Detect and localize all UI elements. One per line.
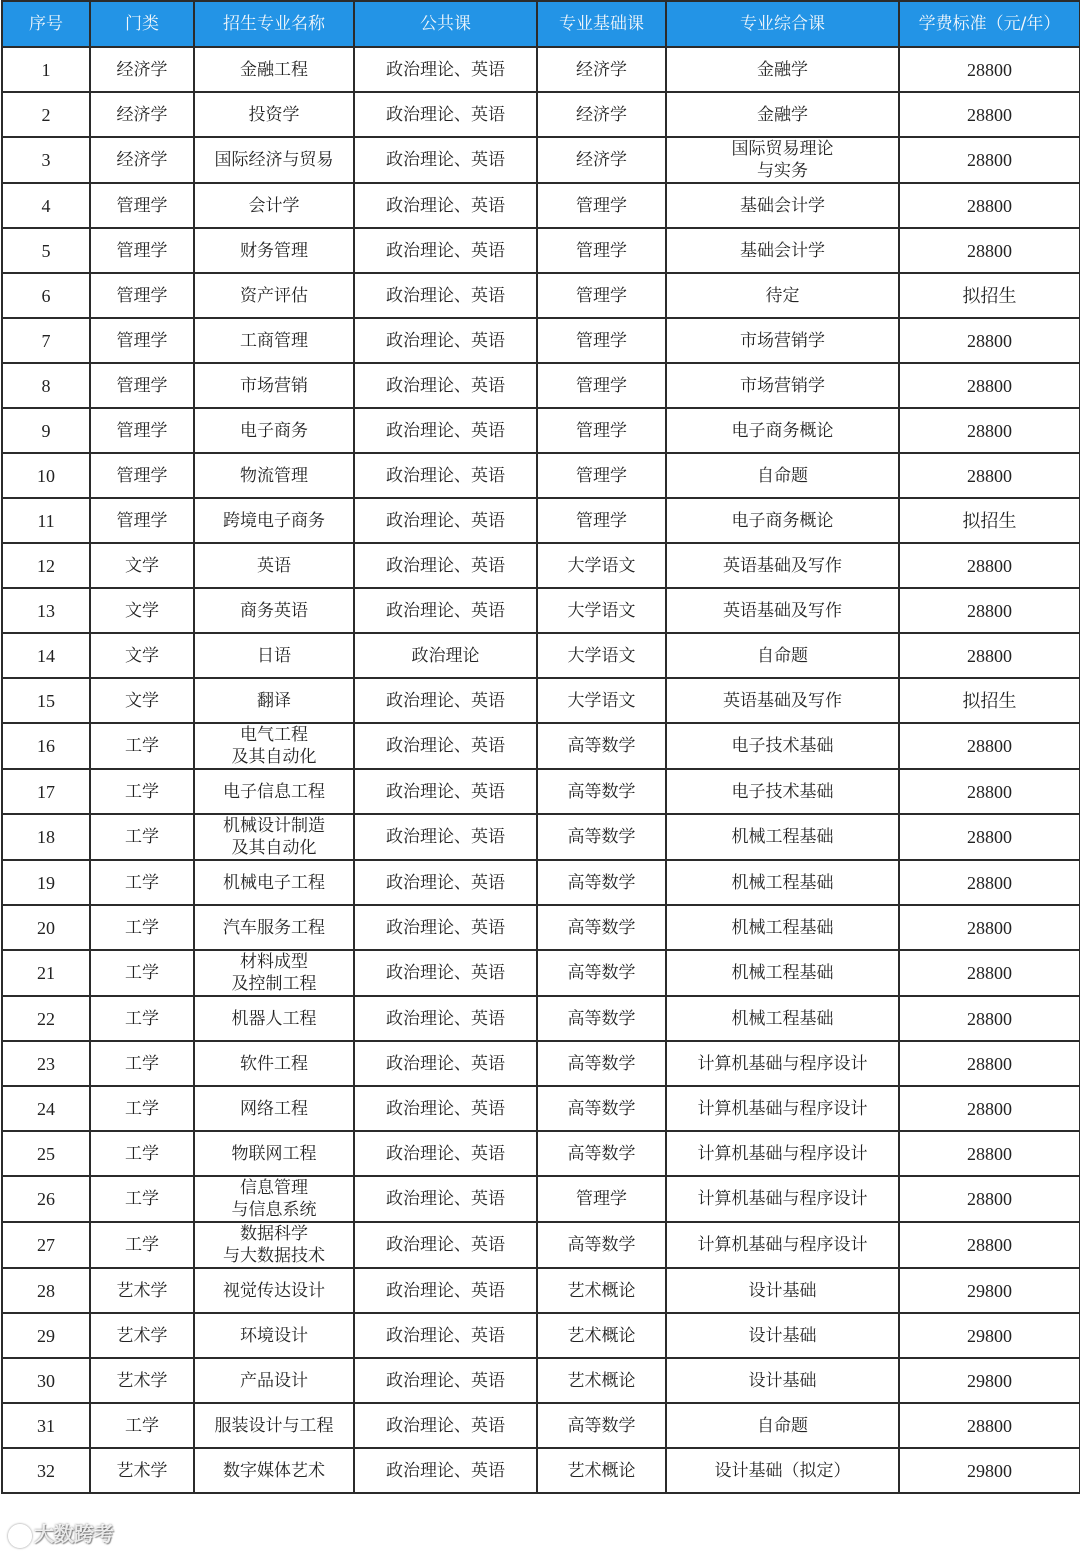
cell-index: 19 — [2, 860, 90, 905]
cell-major-name: 视觉传达设计 — [194, 1268, 354, 1313]
cell-comprehensive-course: 英语基础及写作 — [666, 543, 899, 588]
cell-comprehensive-course: 电子商务概论 — [666, 408, 899, 453]
cell-major-name: 市场营销 — [194, 363, 354, 408]
cell-major-name: 环境设计 — [194, 1313, 354, 1358]
header-major-name: 招生专业名称 — [194, 1, 354, 47]
cell-tuition: 28800 — [899, 950, 1080, 996]
cell-major-name: 跨境电子商务 — [194, 498, 354, 543]
cell-tuition: 28800 — [899, 408, 1080, 453]
cell-public-course: 政治理论、英语 — [354, 92, 537, 137]
cell-category: 文学 — [90, 543, 194, 588]
table-row — [2, 1041, 1080, 1086]
table-row — [2, 860, 1080, 905]
cell-index: 16 — [2, 723, 90, 769]
cell-index: 1 — [2, 47, 90, 92]
cell-category: 管理学 — [90, 273, 194, 318]
cell-basic-course: 高等数学 — [537, 1041, 666, 1086]
cell-category: 经济学 — [90, 92, 194, 137]
cell-basic-course: 高等数学 — [537, 814, 666, 860]
cell-category: 工学 — [90, 814, 194, 860]
cell-category: 管理学 — [90, 498, 194, 543]
cell-index: 23 — [2, 1041, 90, 1086]
cell-comprehensive-course: 基础会计学 — [666, 183, 899, 228]
cell-major-name: 软件工程 — [194, 1041, 354, 1086]
cell-category: 工学 — [90, 1041, 194, 1086]
cell-comprehensive-course: 市场营销学 — [666, 363, 899, 408]
cell-public-course: 政治理论、英语 — [354, 588, 537, 633]
table-row — [2, 453, 1080, 498]
cell-comprehensive-course: 金融学 — [666, 92, 899, 137]
cell-public-course: 政治理论、英语 — [354, 47, 537, 92]
cell-basic-course: 艺术概论 — [537, 1358, 666, 1403]
table-row — [2, 228, 1080, 273]
cell-tuition: 28800 — [899, 1041, 1080, 1086]
cell-public-course: 政治理论、英语 — [354, 1358, 537, 1403]
table-row — [2, 363, 1080, 408]
cell-index: 30 — [2, 1358, 90, 1403]
table-row — [2, 1448, 1080, 1493]
cell-major-name: 英语 — [194, 543, 354, 588]
cell-comprehensive-course: 基础会计学 — [666, 228, 899, 273]
cell-index: 17 — [2, 769, 90, 814]
cell-basic-course: 高等数学 — [537, 860, 666, 905]
cell-basic-course: 高等数学 — [537, 1086, 666, 1131]
cell-tuition: 28800 — [899, 1403, 1080, 1448]
cell-category: 经济学 — [90, 47, 194, 92]
cell-comprehensive-course: 电子技术基础 — [666, 769, 899, 814]
cell-tuition: 28800 — [899, 723, 1080, 769]
cell-basic-course: 管理学 — [537, 1176, 666, 1222]
table-row — [2, 1358, 1080, 1403]
cell-category: 工学 — [90, 1403, 194, 1448]
cell-major-name: 物联网工程 — [194, 1131, 354, 1176]
cell-category: 管理学 — [90, 318, 194, 363]
cell-public-course: 政治理论、英语 — [354, 453, 537, 498]
table-row — [2, 633, 1080, 678]
cell-major-name: 电气工程 及其自动化 — [194, 723, 354, 769]
cell-basic-course: 高等数学 — [537, 1403, 666, 1448]
cell-comprehensive-course: 设计基础 — [666, 1358, 899, 1403]
cell-tuition: 28800 — [899, 183, 1080, 228]
cell-major-name: 网络工程 — [194, 1086, 354, 1131]
cell-comprehensive-course: 机械工程基础 — [666, 996, 899, 1041]
cell-major-name: 日语 — [194, 633, 354, 678]
watermark-logo-icon — [8, 1524, 32, 1548]
cell-index: 28 — [2, 1268, 90, 1313]
cell-basic-course: 高等数学 — [537, 723, 666, 769]
cell-category: 管理学 — [90, 228, 194, 273]
cell-major-name: 工商管理 — [194, 318, 354, 363]
table-row — [2, 318, 1080, 363]
header-comprehensive-course: 专业综合课 — [666, 1, 899, 47]
cell-comprehensive-course: 计算机基础与程序设计 — [666, 1131, 899, 1176]
cell-comprehensive-course: 英语基础及写作 — [666, 678, 899, 723]
cell-tuition: 28800 — [899, 1086, 1080, 1131]
table-row — [2, 92, 1080, 137]
cell-category: 工学 — [90, 1131, 194, 1176]
cell-public-course: 政治理论、英语 — [354, 814, 537, 860]
cell-category: 管理学 — [90, 408, 194, 453]
cell-index: 26 — [2, 1176, 90, 1222]
cell-comprehensive-course: 计算机基础与程序设计 — [666, 1222, 899, 1268]
cell-comprehensive-course: 待定 — [666, 273, 899, 318]
cell-category: 工学 — [90, 905, 194, 950]
cell-comprehensive-course: 机械工程基础 — [666, 905, 899, 950]
cell-tuition: 28800 — [899, 1131, 1080, 1176]
cell-major-name: 机械设计制造 及其自动化 — [194, 814, 354, 860]
watermark — [8, 1518, 114, 1548]
cell-major-name: 商务英语 — [194, 588, 354, 633]
cell-index: 24 — [2, 1086, 90, 1131]
cell-major-name: 机械电子工程 — [194, 860, 354, 905]
cell-tuition: 29800 — [899, 1313, 1080, 1358]
cell-basic-course: 管理学 — [537, 318, 666, 363]
cell-public-course: 政治理论、英语 — [354, 1268, 537, 1313]
cell-tuition: 28800 — [899, 453, 1080, 498]
cell-public-course: 政治理论、英语 — [354, 996, 537, 1041]
cell-basic-course: 经济学 — [537, 92, 666, 137]
cell-comprehensive-course: 电子技术基础 — [666, 723, 899, 769]
cell-comprehensive-course: 机械工程基础 — [666, 950, 899, 996]
table-body — [2, 47, 1080, 1493]
cell-basic-course: 管理学 — [537, 498, 666, 543]
cell-tuition: 28800 — [899, 363, 1080, 408]
cell-major-name: 投资学 — [194, 92, 354, 137]
cell-category: 文学 — [90, 678, 194, 723]
cell-public-course: 政治理论、英语 — [354, 950, 537, 996]
cell-basic-course: 艺术概论 — [537, 1448, 666, 1493]
cell-major-name: 汽车服务工程 — [194, 905, 354, 950]
cell-basic-course: 管理学 — [537, 363, 666, 408]
cell-public-course: 政治理论、英语 — [354, 408, 537, 453]
cell-basic-course: 管理学 — [537, 408, 666, 453]
cell-category: 工学 — [90, 860, 194, 905]
cell-comprehensive-course: 市场营销学 — [666, 318, 899, 363]
cell-major-name: 电子商务 — [194, 408, 354, 453]
table-row — [2, 47, 1080, 92]
cell-comprehensive-course: 电子商务概论 — [666, 498, 899, 543]
cell-public-course: 政治理论、英语 — [354, 273, 537, 318]
cell-index: 20 — [2, 905, 90, 950]
cell-major-name: 会计学 — [194, 183, 354, 228]
cell-basic-course: 大学语文 — [537, 633, 666, 678]
cell-category: 艺术学 — [90, 1313, 194, 1358]
table-row — [2, 723, 1080, 769]
cell-comprehensive-course: 自命题 — [666, 453, 899, 498]
table-row — [2, 950, 1080, 996]
cell-basic-course: 高等数学 — [537, 769, 666, 814]
cell-index: 31 — [2, 1403, 90, 1448]
cell-tuition: 28800 — [899, 318, 1080, 363]
cell-public-course: 政治理论、英语 — [354, 1086, 537, 1131]
cell-tuition: 29800 — [899, 1358, 1080, 1403]
cell-basic-course: 经济学 — [537, 47, 666, 92]
cell-comprehensive-course: 自命题 — [666, 633, 899, 678]
cell-index: 15 — [2, 678, 90, 723]
table-row — [2, 769, 1080, 814]
cell-comprehensive-course: 计算机基础与程序设计 — [666, 1176, 899, 1222]
cell-index: 18 — [2, 814, 90, 860]
cell-public-course: 政治理论、英语 — [354, 228, 537, 273]
cell-category: 管理学 — [90, 183, 194, 228]
cell-tuition: 28800 — [899, 814, 1080, 860]
cell-category: 艺术学 — [90, 1268, 194, 1313]
cell-category: 艺术学 — [90, 1448, 194, 1493]
cell-index: 5 — [2, 228, 90, 273]
cell-basic-course: 高等数学 — [537, 1222, 666, 1268]
table-row — [2, 1176, 1080, 1222]
cell-major-name: 数据科学 与大数据技术 — [194, 1222, 354, 1268]
cell-public-course: 政治理论、英语 — [354, 543, 537, 588]
cell-category: 工学 — [90, 723, 194, 769]
cell-public-course: 政治理论、英语 — [354, 318, 537, 363]
cell-index: 32 — [2, 1448, 90, 1493]
table-row — [2, 408, 1080, 453]
cell-basic-course: 高等数学 — [537, 996, 666, 1041]
header-index: 序号 — [2, 1, 90, 47]
cell-tuition: 28800 — [899, 996, 1080, 1041]
cell-index: 13 — [2, 588, 90, 633]
cell-public-course: 政治理论、英语 — [354, 1222, 537, 1268]
cell-major-name: 国际经济与贸易 — [194, 137, 354, 183]
cell-index: 10 — [2, 453, 90, 498]
cell-tuition: 29800 — [899, 1448, 1080, 1493]
header-basic-course: 专业基础课 — [537, 1, 666, 47]
cell-tuition: 28800 — [899, 47, 1080, 92]
cell-category: 经济学 — [90, 137, 194, 183]
cell-tuition: 28800 — [899, 905, 1080, 950]
table-row — [2, 273, 1080, 318]
table-row — [2, 1086, 1080, 1131]
cell-category: 工学 — [90, 769, 194, 814]
cell-category: 工学 — [90, 950, 194, 996]
cell-comprehensive-course: 金融学 — [666, 47, 899, 92]
cell-basic-course: 管理学 — [537, 273, 666, 318]
cell-index: 6 — [2, 273, 90, 318]
cell-index: 11 — [2, 498, 90, 543]
cell-index: 27 — [2, 1222, 90, 1268]
cell-category: 艺术学 — [90, 1358, 194, 1403]
cell-index: 21 — [2, 950, 90, 996]
cell-tuition: 28800 — [899, 92, 1080, 137]
cell-category: 文学 — [90, 633, 194, 678]
table-row — [2, 543, 1080, 588]
cell-index: 2 — [2, 92, 90, 137]
cell-major-name: 材料成型 及控制工程 — [194, 950, 354, 996]
cell-basic-course: 高等数学 — [537, 905, 666, 950]
header-tuition: 学费标准（元/年） — [899, 1, 1080, 47]
header-public-course: 公共课 — [354, 1, 537, 47]
cell-tuition: 拟招生 — [899, 678, 1080, 723]
cell-comprehensive-course: 国际贸易理论 与实务 — [666, 137, 899, 183]
cell-basic-course: 大学语文 — [537, 543, 666, 588]
cell-basic-course: 高等数学 — [537, 1131, 666, 1176]
cell-index: 8 — [2, 363, 90, 408]
cell-tuition: 28800 — [899, 543, 1080, 588]
cell-basic-course: 大学语文 — [537, 678, 666, 723]
cell-comprehensive-course: 设计基础 — [666, 1268, 899, 1313]
cell-tuition: 28800 — [899, 633, 1080, 678]
table-row — [2, 1403, 1080, 1448]
cell-basic-course: 大学语文 — [537, 588, 666, 633]
cell-category: 工学 — [90, 996, 194, 1041]
cell-public-course: 政治理论、英语 — [354, 137, 537, 183]
table-row — [2, 996, 1080, 1041]
cell-comprehensive-course: 计算机基础与程序设计 — [666, 1041, 899, 1086]
cell-comprehensive-course: 机械工程基础 — [666, 860, 899, 905]
cell-index: 22 — [2, 996, 90, 1041]
cell-public-course: 政治理论、英语 — [354, 769, 537, 814]
table-row — [2, 905, 1080, 950]
cell-major-name: 信息管理 与信息系统 — [194, 1176, 354, 1222]
cell-index: 4 — [2, 183, 90, 228]
cell-comprehensive-course: 英语基础及写作 — [666, 588, 899, 633]
table-row — [2, 588, 1080, 633]
cell-major-name: 数字媒体艺术 — [194, 1448, 354, 1493]
cell-tuition: 28800 — [899, 137, 1080, 183]
cell-basic-course: 管理学 — [537, 183, 666, 228]
cell-basic-course: 艺术概论 — [537, 1268, 666, 1313]
cell-basic-course: 管理学 — [537, 228, 666, 273]
table-row — [2, 1268, 1080, 1313]
cell-public-course: 政治理论、英语 — [354, 1448, 537, 1493]
cell-major-name: 资产评估 — [194, 273, 354, 318]
cell-major-name: 服装设计与工程 — [194, 1403, 354, 1448]
table-row — [2, 183, 1080, 228]
cell-category: 管理学 — [90, 363, 194, 408]
cell-tuition: 28800 — [899, 1222, 1080, 1268]
cell-major-name: 机器人工程 — [194, 996, 354, 1041]
cell-major-name: 物流管理 — [194, 453, 354, 498]
cell-comprehensive-course: 机械工程基础 — [666, 814, 899, 860]
cell-major-name: 金融工程 — [194, 47, 354, 92]
table-row — [2, 1222, 1080, 1268]
cell-major-name: 翻译 — [194, 678, 354, 723]
cell-category: 工学 — [90, 1176, 194, 1222]
cell-public-course: 政治理论、英语 — [354, 363, 537, 408]
cell-public-course: 政治理论、英语 — [354, 1131, 537, 1176]
cell-comprehensive-course: 自命题 — [666, 1403, 899, 1448]
cell-major-name: 电子信息工程 — [194, 769, 354, 814]
cell-tuition: 29800 — [899, 1268, 1080, 1313]
table-row — [2, 1131, 1080, 1176]
cell-index: 25 — [2, 1131, 90, 1176]
table-row — [2, 137, 1080, 183]
cell-comprehensive-course: 设计基础（拟定） — [666, 1448, 899, 1493]
cell-index: 14 — [2, 633, 90, 678]
cell-category: 工学 — [90, 1086, 194, 1131]
cell-tuition: 拟招生 — [899, 273, 1080, 318]
table-header-row — [2, 1, 1080, 47]
cell-basic-course: 管理学 — [537, 453, 666, 498]
cell-major-name: 财务管理 — [194, 228, 354, 273]
enrollment-majors-table — [1, 0, 1080, 1494]
cell-category: 文学 — [90, 588, 194, 633]
cell-index: 12 — [2, 543, 90, 588]
cell-tuition: 28800 — [899, 228, 1080, 273]
cell-index: 9 — [2, 408, 90, 453]
cell-public-course: 政治理论、英语 — [354, 1176, 537, 1222]
table-row — [2, 1313, 1080, 1358]
cell-tuition: 28800 — [899, 588, 1080, 633]
table-row — [2, 678, 1080, 723]
cell-public-course: 政治理论、英语 — [354, 723, 537, 769]
cell-public-course: 政治理论、英语 — [354, 498, 537, 543]
cell-basic-course: 艺术概论 — [537, 1313, 666, 1358]
cell-major-name: 产品设计 — [194, 1358, 354, 1403]
cell-tuition: 28800 — [899, 860, 1080, 905]
cell-tuition: 28800 — [899, 1176, 1080, 1222]
watermark-text: 大数跨考 — [34, 1522, 114, 1546]
cell-public-course: 政治理论、英语 — [354, 860, 537, 905]
cell-public-course: 政治理论、英语 — [354, 183, 537, 228]
cell-comprehensive-course: 设计基础 — [666, 1313, 899, 1358]
table-row — [2, 498, 1080, 543]
cell-tuition: 拟招生 — [899, 498, 1080, 543]
cell-tuition: 28800 — [899, 769, 1080, 814]
cell-public-course: 政治理论、英语 — [354, 1313, 537, 1358]
cell-public-course: 政治理论、英语 — [354, 1041, 537, 1086]
table-row — [2, 814, 1080, 860]
cell-category: 工学 — [90, 1222, 194, 1268]
cell-category: 管理学 — [90, 453, 194, 498]
cell-comprehensive-course: 计算机基础与程序设计 — [666, 1086, 899, 1131]
cell-basic-course: 经济学 — [537, 137, 666, 183]
cell-public-course: 政治理论、英语 — [354, 905, 537, 950]
cell-public-course: 政治理论、英语 — [354, 678, 537, 723]
cell-public-course: 政治理论 — [354, 633, 537, 678]
cell-public-course: 政治理论、英语 — [354, 1403, 537, 1448]
header-category: 门类 — [90, 1, 194, 47]
cell-index: 7 — [2, 318, 90, 363]
cell-index: 3 — [2, 137, 90, 183]
cell-basic-course: 高等数学 — [537, 950, 666, 996]
cell-index: 29 — [2, 1313, 90, 1358]
